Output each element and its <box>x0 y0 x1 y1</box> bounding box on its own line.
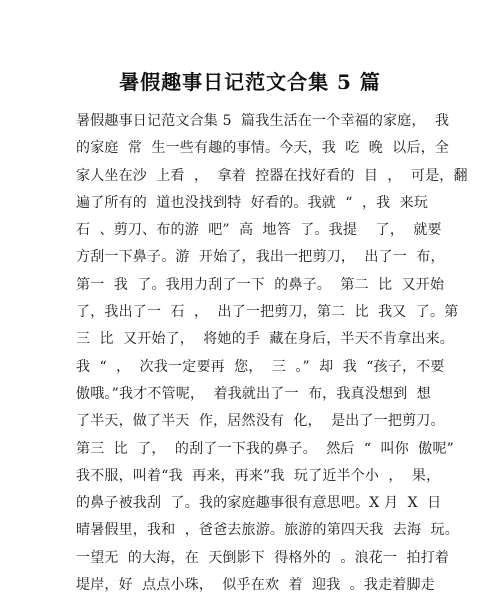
text-line: 堤岸，好 点点小珠， 似乎在欢 着 迎我 。我走着脚走 <box>76 577 435 594</box>
document-body <box>76 108 468 599</box>
text-line: 三 比 又开始了， 将她的手 藏在身后，半天不肯拿出来。 <box>76 331 454 348</box>
text-line: 了，我出了一 石 ， 出了一把剪刀，第二 比 我又 了。第 <box>76 304 459 321</box>
page-title: 暑假趣事日记范文合集 5 篇 <box>119 70 381 94</box>
text-line: 的鼻子被我刮 了。我的家庭趣事很有意思吧。X 月 X 日 <box>76 495 442 512</box>
text-line: 一望无 的大海，在 天倒影下 得格外的 。浪花一 拍打着 <box>76 549 450 566</box>
text-line: 方刮一下鼻子。游 开始了，我出一把剪刀， 出了一 布， <box>76 249 445 266</box>
text-line: 家人坐在沙 上看 ， 拿着 控器在找好看的 目 ， 可是，翻 <box>76 167 468 184</box>
text-line: 了半天，做了半天 作，居然没有 化， 是出了一把剪刀。 <box>76 413 445 430</box>
text-line: 第一 我 了。我用力刮了一下 的鼻子。 第二 比 又开始 <box>76 276 445 293</box>
text-line: 我不服，叫着“我 再来，再来”我 玩了近半个小 ， 果， <box>76 467 441 484</box>
text-line: 的家庭 常 生一些有趣的事情。今天，我 吃 晚 以后，全 <box>76 140 450 157</box>
text-line: 傲哦。”我才不管呢， 着我就出了一 布，我真没想到 想 <box>76 385 431 402</box>
text-line: 第三 比 了， 的刮了一下我的鼻子。 然后 “ 叫你 傲呢” <box>76 440 455 457</box>
text-line: 晴暑假里，我和 ，爸爸去旅游。旅游的第四天我 去海 玩。 <box>76 522 459 539</box>
text-line: 我 “ ， 次我一定要再 您， 三 。” 却 我 “孩子，不要 <box>76 358 445 375</box>
text-line: 遍了所有的 道也没找到特 好看的。我就 “ ，我 来玩 <box>76 194 429 211</box>
text-line: 暑假趣事日记范文合集 5 篇我生活在一个幸福的家庭， 我 <box>76 113 450 129</box>
text-line: 石 、剪刀、布的游 吧” 高 地答 了。我提 了， 就要 <box>76 222 442 239</box>
